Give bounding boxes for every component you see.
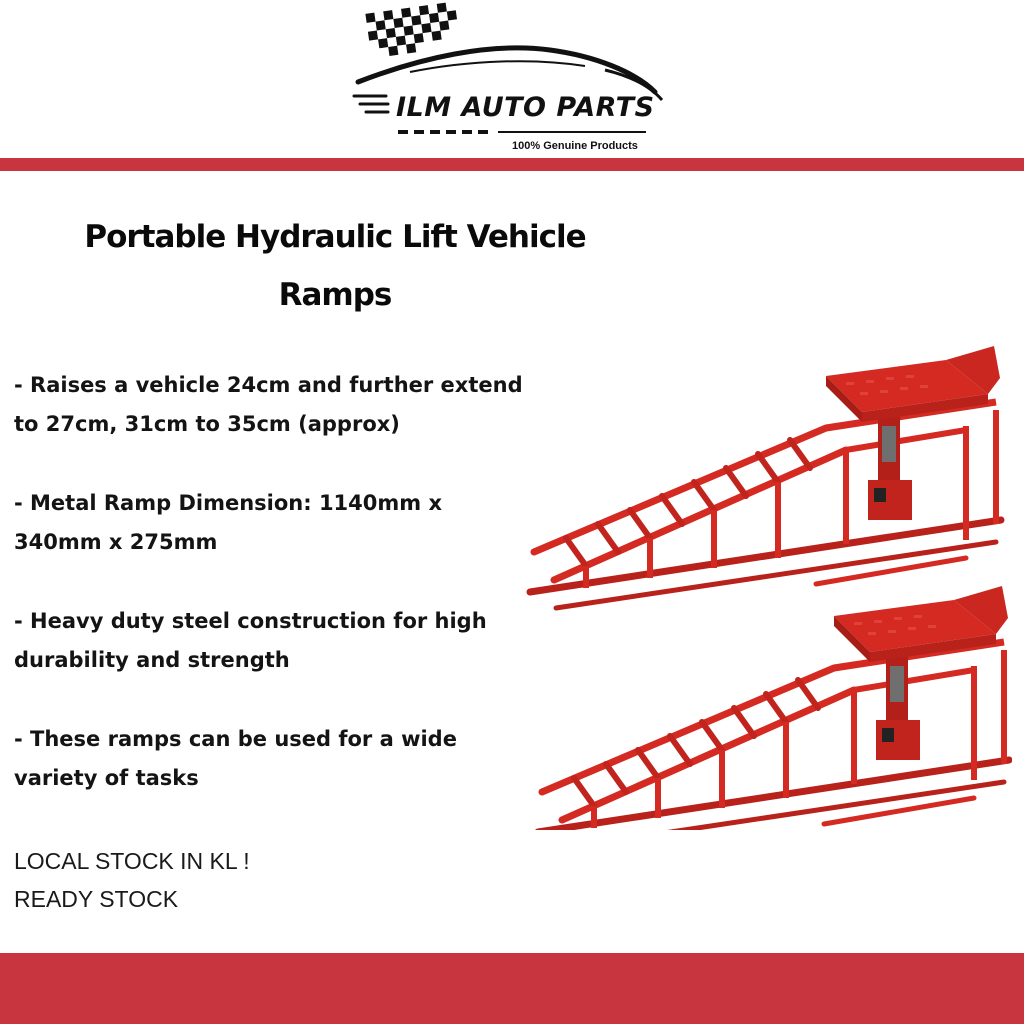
brand-tagline: 100% Genuine Products — [512, 140, 638, 152]
product-title: Portable Hydraulic Lift Vehicle Ramps — [84, 219, 586, 313]
checkered-flag-car-logo-icon — [350, 0, 680, 160]
feature-usage: - These ramps can be used for a wide variety of tasks — [14, 727, 457, 790]
feature-list — [14, 366, 529, 838]
feature-lift-height: - Raises a vehicle 24cm and further extend to 27cm, 31cm to 35cm (approx) — [14, 373, 523, 436]
feature-construction: - Heavy duty steel construction for high durability and strength — [14, 609, 487, 672]
feature-dimension: - Metal Ramp Dimension: 1140mm x 340mm x 275mm — [14, 491, 443, 554]
product-image — [526, 330, 1012, 830]
stock-local: LOCAL STOCK IN KL ! — [14, 848, 250, 874]
stock-ready: READY STOCK — [14, 886, 179, 912]
bottom-accent-band — [0, 953, 1024, 1024]
stock-info — [14, 842, 250, 918]
brand-name: ILM AUTO PARTS — [396, 92, 655, 123]
hydraulic-ramp-pair-icon — [526, 330, 1012, 830]
top-accent-band — [0, 158, 1024, 171]
brand-logo — [350, 0, 680, 160]
